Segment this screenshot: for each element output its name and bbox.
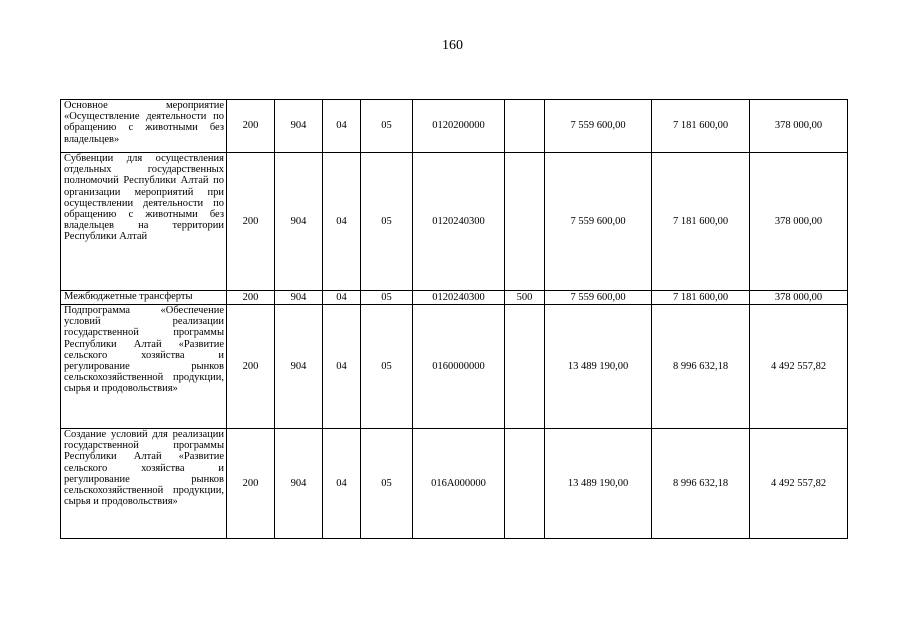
row-section-code: 04 xyxy=(323,291,361,305)
row-amount-2: 8 996 632,18 xyxy=(652,305,750,429)
row-target-article: 0160000000 xyxy=(413,305,505,429)
row-target-article: 0120240300 xyxy=(413,291,505,305)
row-amount-total: 7 559 600,00 xyxy=(545,291,652,305)
row-subsection-code: 05 xyxy=(361,429,413,539)
row-expense-type xyxy=(505,100,545,153)
table-row xyxy=(61,429,848,539)
row-department-code: 904 xyxy=(275,100,323,153)
row-amount-total: 7 559 600,00 xyxy=(545,153,652,291)
budget-table xyxy=(60,99,848,539)
row-amount-2: 7 181 600,00 xyxy=(652,153,750,291)
row-section-code: 04 xyxy=(323,100,361,153)
table-row xyxy=(61,153,848,291)
row-amount-3: 4 492 557,82 xyxy=(750,305,848,429)
row-subsection-code: 05 xyxy=(361,305,413,429)
row-amount-3: 4 492 557,82 xyxy=(750,429,848,539)
table-row xyxy=(61,100,848,153)
row-section-code: 04 xyxy=(323,305,361,429)
row-amount-3: 378 000,00 xyxy=(750,153,848,291)
row-subsection-code: 05 xyxy=(361,153,413,291)
row-admin-code: 200 xyxy=(227,153,275,291)
row-department-code: 904 xyxy=(275,305,323,429)
table-row xyxy=(61,291,848,305)
row-subsection-code: 05 xyxy=(361,100,413,153)
row-subsection-code: 05 xyxy=(361,291,413,305)
table-row xyxy=(61,305,848,429)
row-amount-3: 378 000,00 xyxy=(750,100,848,153)
row-name: Основное мероприятие «Осуществление деятельности по обращению с животными без владельцев» xyxy=(61,100,227,153)
row-amount-3: 378 000,00 xyxy=(750,291,848,305)
page-number: 160 xyxy=(442,38,463,53)
row-expense-type xyxy=(505,305,545,429)
row-expense-type xyxy=(505,153,545,291)
row-target-article: 0120240300 xyxy=(413,153,505,291)
row-expense-type: 500 xyxy=(505,291,545,305)
row-amount-2: 7 181 600,00 xyxy=(652,291,750,305)
row-amount-total: 7 559 600,00 xyxy=(545,100,652,153)
row-section-code: 04 xyxy=(323,429,361,539)
row-department-code: 904 xyxy=(275,291,323,305)
row-department-code: 904 xyxy=(275,429,323,539)
row-admin-code: 200 xyxy=(227,291,275,305)
row-name: Межбюджетные трансферты xyxy=(61,291,227,305)
row-target-article: 0120200000 xyxy=(413,100,505,153)
row-amount-total: 13 489 190,00 xyxy=(545,305,652,429)
row-admin-code: 200 xyxy=(227,305,275,429)
row-amount-total: 13 489 190,00 xyxy=(545,429,652,539)
row-amount-2: 7 181 600,00 xyxy=(652,100,750,153)
row-admin-code: 200 xyxy=(227,429,275,539)
row-section-code: 04 xyxy=(323,153,361,291)
row-name: Создание условий для реализации государственной программы Республики Алтай «Развитие сельского хозяйства и регулирование рынков сельскохозяйственной продукции, сырья и продовольствия» xyxy=(61,429,227,539)
row-name: Подпрограмма «Обеспечение условий реализации государственной программы Республики Алтай «Развитие сельского хозяйства и регулирование рынков сельскохозяйственной продукции, сырья и продовольствия» xyxy=(61,305,227,429)
row-admin-code: 200 xyxy=(227,100,275,153)
row-target-article: 016А000000 xyxy=(413,429,505,539)
row-department-code: 904 xyxy=(275,153,323,291)
row-amount-2: 8 996 632,18 xyxy=(652,429,750,539)
row-expense-type xyxy=(505,429,545,539)
row-name: Субвенции для осуществления отдельных государственных полномочий Республики Алтай по организации мероприятий при осуществлении деятельности по обращению с животными без владельцев на территории Республики Алтай xyxy=(61,153,227,291)
